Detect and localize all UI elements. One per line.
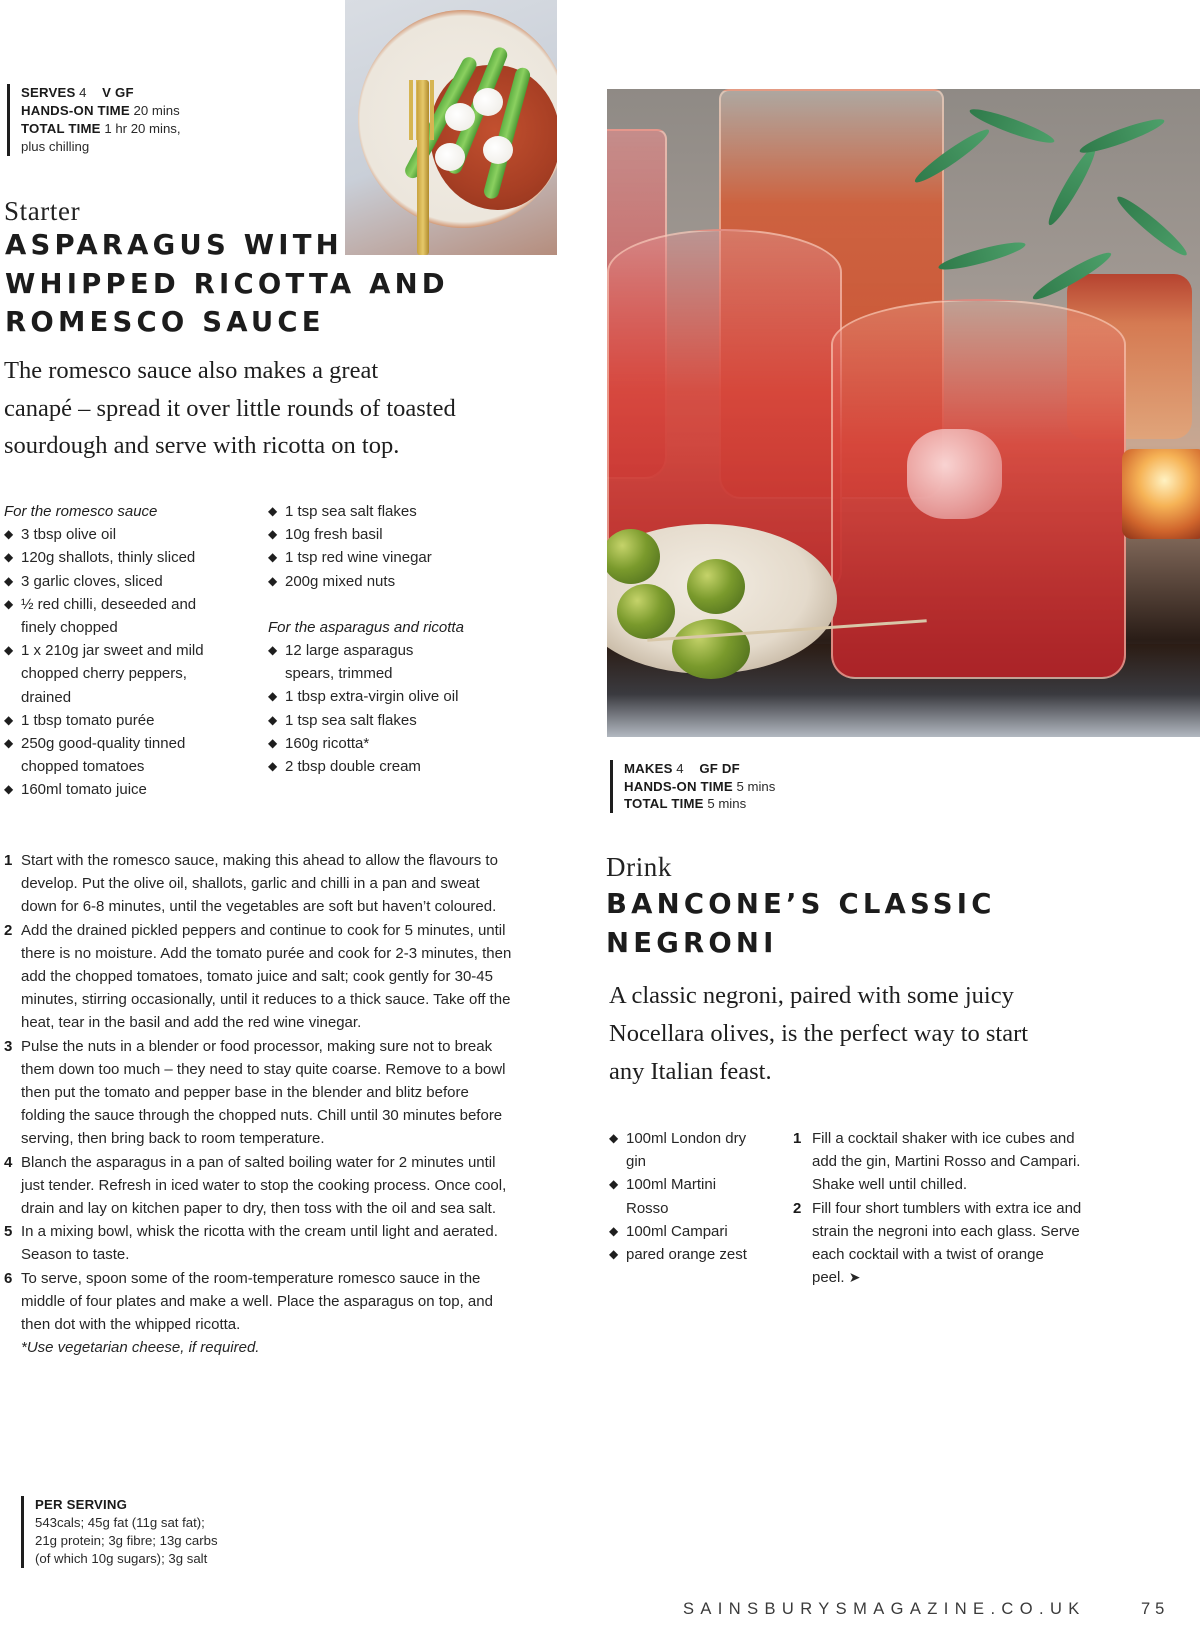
nutrition-info (21, 1496, 281, 1568)
ingredient-item: ◆ 1 x 210g jar sweet and mild chopped cherry peppers, drained (4, 639, 204, 709)
asparagus-subheading: For the asparagus and ricotta (268, 618, 464, 636)
ingredient-item: ◆ 2 tbsp double cream (268, 755, 528, 778)
ingredient-item: ◆ 120g shallots, thinly sliced (4, 546, 249, 569)
ingredient-item: ◆ 250g good-quality tinned chopped tomatoes (4, 732, 242, 778)
leaf-shape (1043, 144, 1100, 229)
ingredient-item: ◆ pared orange zest (609, 1243, 759, 1266)
title-line: ROMESCO SAUCE (5, 306, 325, 338)
ingredient-item: ◆ 10g fresh basil (268, 523, 528, 546)
olive-shape (687, 559, 745, 614)
diamond-bullet-icon: ◆ (609, 1223, 619, 1238)
diamond-bullet-icon: ◆ (4, 643, 14, 658)
serves-value: 4 (79, 85, 87, 100)
diamond-bullet-icon: ◆ (268, 504, 278, 518)
drink-title (606, 885, 1166, 962)
ingredient-item: ◆ 3 tbsp olive oil (4, 523, 249, 546)
hands-on-value: 5 mins (736, 778, 776, 794)
diamond-bullet-icon: ◆ (4, 573, 14, 588)
diamond-bullet-icon: ◆ (4, 782, 14, 797)
drink-course-label: Drink (606, 852, 672, 882)
olive-shape (672, 619, 750, 679)
step-number: 4 (4, 1153, 13, 1171)
method-steps (4, 849, 512, 1336)
method-step: 2 Fill four short tumblers with extra ice and strain the negroni into each glass. Serve each cocktail with a twist of orange peel. ➤ (793, 1197, 1093, 1290)
ingredient-item: ◆ 12 large asparagus spears, trimmed (268, 639, 443, 685)
diet-tags: V GF (102, 85, 134, 100)
ricotta-dollop (435, 143, 465, 171)
continue-arrow-icon: ➤ (848, 1269, 861, 1286)
diamond-bullet-icon: ◆ (609, 1177, 619, 1192)
ingredient-item: ◆ 160g ricotta* (268, 732, 528, 755)
step-number: 5 (4, 1223, 13, 1241)
title-line: WHIPPED RICOTTA AND (5, 267, 449, 300)
hands-on-value: 20 mins (133, 103, 180, 118)
ingredient-item: ◆ 160ml tomato juice (4, 778, 249, 801)
hands-on-line (21, 102, 237, 120)
romesco-ingredients-col1 (4, 500, 249, 802)
starter-course-label: Starter (4, 196, 81, 226)
total-time-note: plus chilling (21, 139, 90, 154)
olive-shape (617, 584, 675, 639)
hands-on-line (624, 778, 840, 796)
drink-intro (609, 977, 1129, 1091)
diamond-bullet-icon: ◆ (268, 759, 278, 774)
method-step: 6 To serve, spoon some of the room-temperature romesco sauce in the middle of four plates and make a well. Place the asparagus on top, and then dot with the whipped ricotta. (4, 1267, 512, 1337)
nutrition-line: 21g protein; 3g fibre; 13g carbs (35, 1533, 218, 1548)
step-number: 3 (4, 1037, 13, 1055)
diamond-bullet-icon: ◆ (268, 689, 278, 704)
makes-line (624, 760, 840, 778)
ingredient-list (4, 523, 249, 801)
method-step: 5 In a mixing bowl, whisk the ricotta with the cream until light and aerated. Season to taste. (4, 1220, 512, 1266)
diamond-bullet-icon: ◆ (4, 550, 14, 565)
diamond-bullet-icon: ◆ (4, 527, 14, 542)
diamond-bullet-icon: ◆ (268, 550, 278, 565)
diamond-bullet-icon: ◆ (268, 735, 278, 750)
drink-method (793, 1127, 1093, 1289)
method-step: 3 Pulse the nuts in a blender or food processor, making sure not to break them down too much – they need to stay quite coarse. Remove to a bowl then put the tomato and pepper base in the blender and blitz before folding the sauce through the chopped nuts. Chill until 30 minutes before serving, then bring back to room temperature. (4, 1035, 512, 1151)
ingredient-item: ◆ 1 tbsp tomato purée (4, 709, 249, 732)
drink-photo (607, 89, 1200, 737)
drink-ingredients (609, 1127, 759, 1266)
ingredient-item: ◆ 3 garlic cloves, sliced (4, 570, 249, 593)
serves-line (21, 84, 237, 102)
makes-value: 4 (676, 761, 684, 776)
ingredient-item: ◆ 100ml London dry gin (609, 1127, 759, 1173)
intro-line: sourdough and serve with ricotta on top. (4, 432, 400, 459)
romesco-ingredients-col2 (268, 500, 528, 778)
intro-line: Nocellara olives, is the perfect way to start (609, 1020, 1029, 1047)
total-time-label: TOTAL TIME (21, 121, 101, 136)
method-step: 1 Start with the romesco sauce, making this ahead to allow the flavours to develop. Put the olive oil, shallots, garlic and chilli in a pan and sweat down for 6-8 minutes, until the vegetables are soft but haven’t coloured. (4, 849, 512, 919)
step-number: 1 (4, 852, 13, 869)
ricotta-dollop (473, 88, 503, 116)
ingredient-item: ◆ 200g mixed nuts (268, 570, 528, 593)
step-number: 6 (4, 1269, 13, 1287)
title-line: ASPARAGUS WITH (5, 229, 343, 261)
intro-line: canapé – spread it over little rounds of toasted (4, 394, 456, 422)
diamond-bullet-icon: ◆ (268, 712, 278, 727)
ingredient-item: ◆ 100ml Campari (609, 1220, 759, 1243)
total-time-label: TOTAL TIME (624, 796, 704, 811)
step-number: 1 (793, 1130, 802, 1147)
intro-line: A classic negroni, paired with some juicy (609, 982, 1014, 1009)
total-time-value: 1 hr 20 mins, (104, 121, 181, 136)
method-step: 1 Fill a cocktail shaker with ice cubes and add the gin, Martini Rosso and Campari. Shake well until chilled. (793, 1127, 1093, 1197)
ricotta-dollop (445, 103, 475, 131)
ricotta-dollop (483, 136, 513, 164)
total-time-line (21, 120, 237, 138)
ingredient-item: ◆ 1 tsp red wine vinegar (268, 546, 528, 569)
ingredient-list (268, 639, 528, 778)
diamond-bullet-icon: ◆ (268, 527, 278, 542)
hands-on-label: HANDS-ON TIME (624, 778, 733, 794)
vegetarian-footnote: *Use vegetarian cheese, if required. (21, 1339, 260, 1357)
ingredient-list (609, 1127, 759, 1266)
drink-meta-info (610, 760, 840, 813)
ice-cube-shape (907, 429, 1002, 519)
nutrition-line: (of which 10g sugars); 3g salt (35, 1551, 208, 1566)
intro-line: The romesco sauce also makes a great (4, 357, 379, 384)
leaf-shape (1077, 114, 1166, 158)
starter-method (4, 849, 512, 1359)
diamond-bullet-icon: ◆ (268, 573, 278, 588)
hands-on-label: HANDS-ON TIME (21, 103, 130, 118)
diamond-bullet-icon: ◆ (4, 596, 14, 611)
method-step: 2 Add the drained pickled peppers and continue to cook for 5 minutes, until there is no moisture. Add the tomato purée and cook for 2-3 minutes, then add the chopped tomatoes, tomato juice and salt; cook gently for 30-45 minutes, stirring occasionally, until it reduces to a thick sauce. Take off the heat, tear in the basil and add the red wine vinegar. (4, 919, 512, 1035)
title-line: BANCONE’S CLASSIC (606, 888, 996, 920)
nutrition-label: PER SERVING (35, 1497, 128, 1512)
step-number: 2 (793, 1199, 802, 1217)
makes-label: MAKES (624, 761, 673, 776)
leaf-shape (1113, 192, 1191, 261)
method-step: 4 Blanch the asparagus in a pan of salted boiling water for 2 minutes until just tender. Refresh in iced water to stop the cooking process. Once cool, drain and lay on kitchen paper to dry, then toss with the oil and sea salt. (4, 1151, 512, 1221)
total-time-line (624, 795, 840, 813)
page-number: 75 (1141, 1600, 1170, 1618)
ingredient-list (268, 500, 528, 593)
diet-tags: GF DF (699, 761, 740, 776)
nutrition-line: 543cals; 45g fat (11g sat fat); (35, 1515, 205, 1530)
starter-title (5, 226, 565, 342)
diamond-bullet-icon: ◆ (4, 736, 14, 751)
ingredient-item: ◆ 1 tsp sea salt flakes (268, 500, 528, 523)
title-line: NEGRONI (606, 926, 778, 959)
candle-shape (1122, 449, 1200, 539)
diamond-bullet-icon: ◆ (609, 1131, 619, 1145)
leaf-shape (937, 238, 1028, 275)
serves-label: SERVES (21, 85, 76, 100)
step-number: 2 (4, 921, 13, 939)
ingredient-item: ◆ 1 tbsp extra-virgin olive oil (268, 685, 528, 708)
method-steps (793, 1127, 1093, 1289)
romesco-subheading: For the romesco sauce (4, 503, 158, 520)
starter-meta-info (7, 84, 237, 156)
starter-photo (345, 0, 557, 255)
intro-line: any Italian feast. (609, 1058, 772, 1085)
ingredient-item: ◆ ½ red chilli, deseeded and finely chopped (4, 593, 204, 639)
ingredient-item: ◆ 100ml Martini Rosso (609, 1173, 759, 1219)
ingredient-item: ◆ 1 tsp sea salt flakes (268, 709, 528, 732)
total-time-value: 5 mins (707, 796, 747, 811)
diamond-bullet-icon: ◆ (268, 643, 278, 658)
footer-website: SAINSBURYSMAGAZINE.CO.UK (683, 1600, 1086, 1618)
starter-intro (4, 352, 524, 465)
diamond-bullet-icon: ◆ (609, 1247, 619, 1262)
diamond-bullet-icon: ◆ (4, 712, 14, 727)
